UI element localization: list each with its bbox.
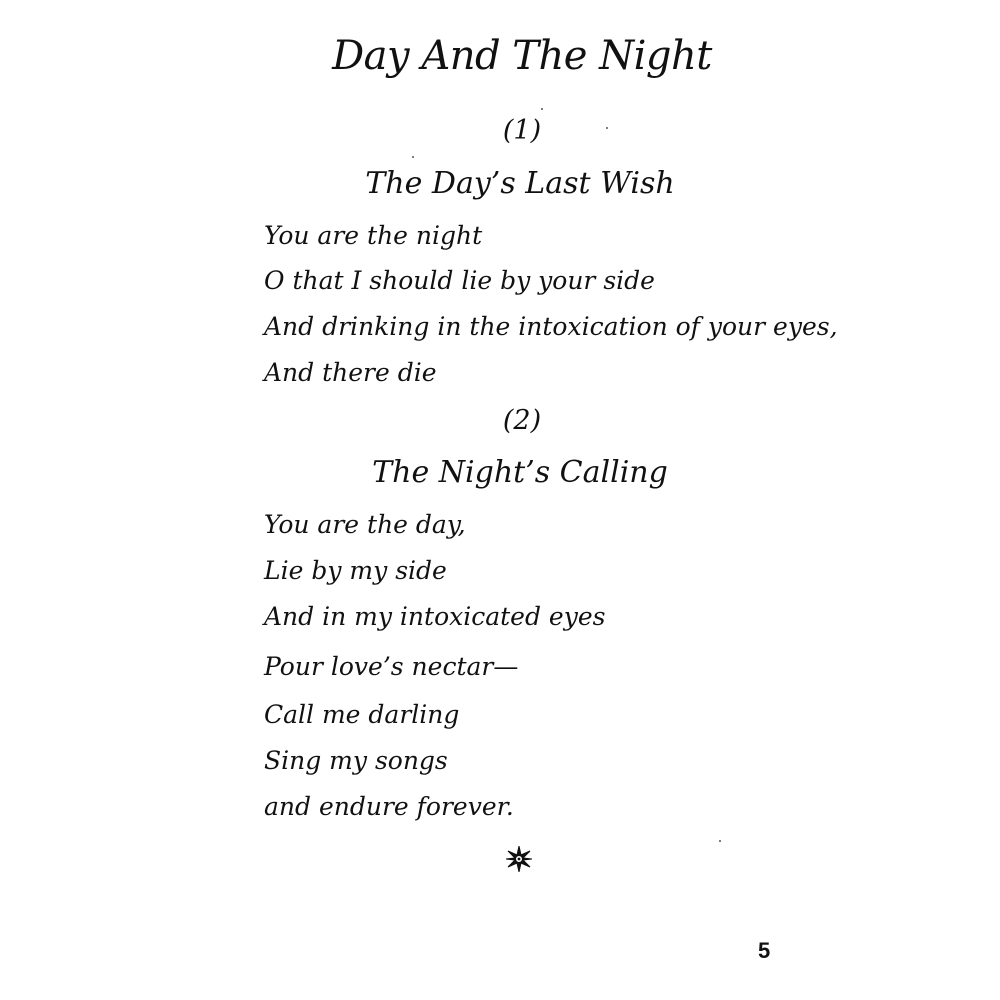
- part-2-line: Pour love’s nectar—: [264, 652, 519, 681]
- scan-speck: [412, 156, 414, 158]
- part-1-line: You are the night: [264, 221, 483, 250]
- scan-speck: [541, 108, 543, 110]
- part-2-title: The Night’s Calling: [372, 455, 668, 490]
- part-1-line: And drinking in the intoxication of your eyes,: [264, 312, 838, 341]
- part-2-line: and endure forever.: [264, 792, 514, 821]
- part-2-line: Call me darling: [264, 700, 460, 729]
- part-1-line: And there die: [264, 358, 437, 387]
- part-1-number: (1): [502, 115, 542, 146]
- part-1-title: The Day’s Last Wish: [365, 166, 675, 201]
- part-2-line: You are the day,: [264, 510, 466, 539]
- part-2-line: Sing my songs: [264, 746, 448, 775]
- scan-speck: [719, 840, 721, 842]
- part-2-number: (2): [502, 405, 542, 436]
- page-number: 5: [758, 938, 771, 963]
- part-2-line: And in my intoxicated eyes: [264, 602, 606, 631]
- star-ornament-icon: [506, 846, 532, 872]
- scan-speck: [606, 127, 608, 129]
- part-2-line: Lie by my side: [264, 556, 447, 585]
- part-1-line: O that I should lie by your side: [264, 266, 655, 295]
- poem-title: Day And The Night: [332, 33, 712, 79]
